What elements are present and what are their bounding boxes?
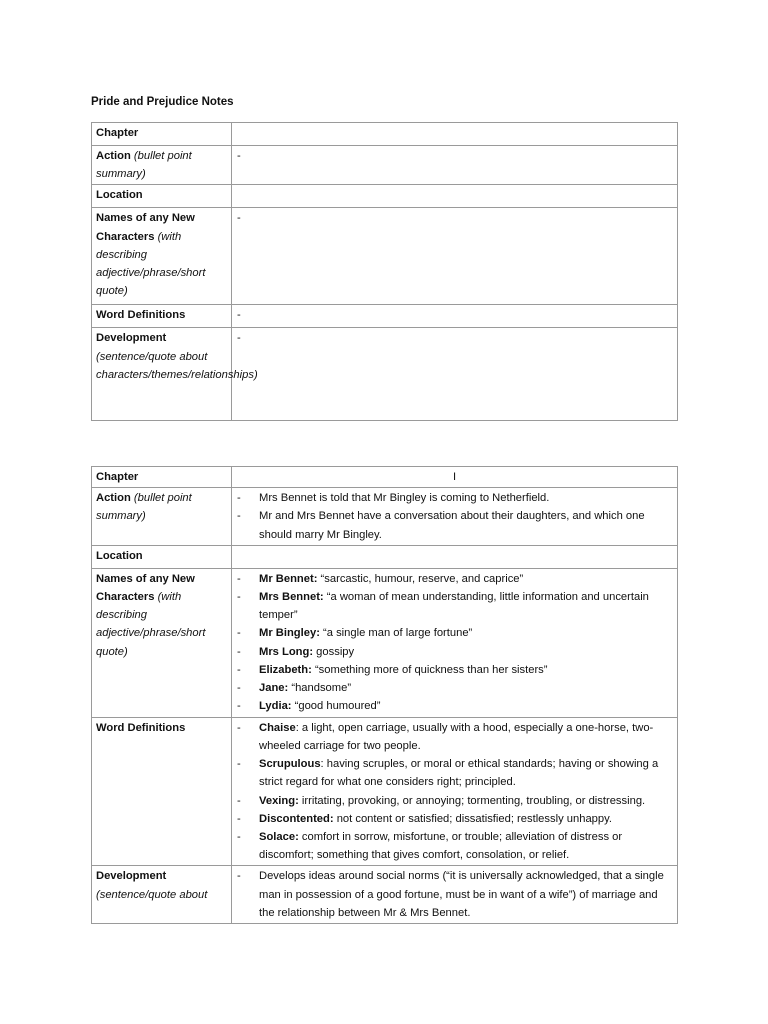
dash-placeholder: - <box>237 150 241 162</box>
character-name: Lydia: <box>259 700 292 713</box>
label-hint: (with describing adjective/phrase/short quote) <box>96 591 206 658</box>
label-hint: (sentence/quote about characters/themes/relationships) <box>96 350 258 381</box>
definition-term: Scrupulous <box>259 758 321 771</box>
list-item <box>236 719 673 755</box>
label-text: Action <box>96 492 131 505</box>
label-hint: (sentence/quote about <box>96 888 208 901</box>
list-item <box>236 828 673 864</box>
label-text: Action <box>96 150 131 162</box>
chapter-value-cell[interactable] <box>232 123 678 146</box>
table-row <box>92 146 678 185</box>
list-item <box>236 810 673 828</box>
row-label-action <box>92 488 232 546</box>
definition-text: : a light, open carriage, usually with a hood, especially a one-horse, two-wheeled carriage for two people. <box>259 721 654 753</box>
label-text: Location <box>96 189 143 202</box>
page-title: Pride and Prejudice Notes <box>91 96 234 108</box>
character-desc: “something more of quickness than her sisters” <box>311 663 548 676</box>
label-hint: (with describing adjective/phrase/short quote) <box>96 230 206 298</box>
table-row <box>92 568 678 717</box>
definition-term: Vexing: <box>259 794 299 807</box>
chapter-one-notes-table <box>91 466 678 924</box>
table-row <box>92 305 678 328</box>
table-row <box>92 328 678 421</box>
list-item <box>236 588 673 624</box>
list-item <box>236 570 673 588</box>
list-item <box>236 679 673 697</box>
character-desc: “good humoured” <box>291 700 381 713</box>
notes-template-table <box>91 122 678 421</box>
row-label-development <box>92 328 258 421</box>
list-item <box>236 755 673 791</box>
action-list <box>236 489 673 544</box>
character-name: Mr Bingley: <box>259 627 320 640</box>
list-item <box>236 624 673 642</box>
label-text: Names of any New Characters <box>96 212 195 243</box>
definition-term: Chaise <box>259 721 296 734</box>
development-value-cell[interactable] <box>232 866 678 924</box>
table-row <box>92 488 678 546</box>
label-text: Names of any New Characters <box>96 572 195 604</box>
character-name: Mrs Bennet: <box>259 591 324 604</box>
dash-placeholder: - <box>237 309 241 322</box>
dash-placeholder: - <box>237 212 241 225</box>
action-value-cell[interactable] <box>232 146 678 185</box>
character-desc: gossipy <box>313 645 355 658</box>
development-list <box>236 867 673 922</box>
character-desc: “a woman of mean understanding, little information and uncertain temper” <box>259 591 649 622</box>
characters-value-cell[interactable] <box>232 208 678 305</box>
row-label-location <box>92 185 232 208</box>
table-row <box>92 208 678 305</box>
character-name: Jane: <box>259 682 289 695</box>
location-value-cell[interactable] <box>232 185 678 208</box>
row-label-chapter <box>92 467 232 488</box>
chapter-value: I <box>452 471 457 483</box>
definitions-list <box>236 719 673 865</box>
definition-text: not content or satisfied; dissatisfied; restlessly unhappy. <box>333 812 612 825</box>
definition-text: : having scruples, or moral or ethical standards; having or showing a strict regard for what one considers right; principled. <box>259 758 659 789</box>
row-label-characters <box>92 208 232 305</box>
chapter-value-cell[interactable] <box>232 467 678 488</box>
label-text: Development <box>96 332 167 345</box>
action-value-cell[interactable] <box>232 488 678 546</box>
table-row <box>92 123 678 146</box>
row-label-definitions <box>92 305 232 328</box>
development-value-cell[interactable] <box>232 328 678 421</box>
character-desc: “sarcastic, humour, reserve, and caprice” <box>317 572 524 585</box>
label-hint: (bullet point summary) <box>96 492 192 523</box>
character-name: Elizabeth: <box>259 663 312 676</box>
dash-placeholder: - <box>237 332 241 345</box>
row-label-location <box>92 545 232 568</box>
list-item <box>236 661 673 679</box>
list-item: - Mr and Mrs Bennet have a conversation about their daughters, and which one should marry Mr Bingley. <box>236 507 673 543</box>
row-label-action <box>92 146 232 185</box>
character-name: Mr Bennet: <box>259 572 318 585</box>
table-row <box>92 866 678 924</box>
list-item <box>236 643 673 661</box>
row-label-chapter <box>92 123 232 146</box>
table-row <box>92 545 678 568</box>
list-item: - Develops ideas around social norms (“it is universally acknowledged, that a single man in possession of a good fortune, must be in want of a wife”) of marriage and the relationship between Mr & Mrs Bennet. <box>236 867 673 922</box>
definition-term: Solace: <box>259 831 299 844</box>
label-text: Word Definitions <box>96 309 186 322</box>
character-desc: “a single man of large fortune” <box>319 627 473 640</box>
definition-term: Discontented: <box>259 812 334 825</box>
row-label-development <box>92 866 232 924</box>
table-row <box>92 467 678 488</box>
list-item: - Mrs Bennet is told that Mr Bingley is coming to Netherfield. <box>236 489 673 507</box>
row-label-definitions <box>92 717 232 866</box>
location-value-cell[interactable] <box>232 545 678 568</box>
label-text: Development <box>96 870 167 883</box>
table-row <box>92 185 678 208</box>
list-item <box>236 697 673 715</box>
character-desc: “handsome” <box>288 682 352 695</box>
label-text: Location <box>96 549 143 562</box>
label-text: Chapter <box>96 127 139 139</box>
label-hint: (bullet point summary) <box>96 150 192 181</box>
label-text: Chapter <box>96 471 139 483</box>
definitions-value-cell[interactable] <box>232 305 678 328</box>
row-label-characters <box>92 568 232 717</box>
characters-value-cell[interactable] <box>232 568 678 717</box>
table-row <box>92 717 678 866</box>
character-name: Mrs Long: <box>259 645 314 658</box>
definition-text: irritating, provoking, or annoying; tormenting, troubling, or distressing. <box>298 794 646 807</box>
definitions-value-cell[interactable] <box>232 717 678 866</box>
definition-text: comfort in sorrow, misfortune, or trouble; alleviation of distress or discomfort; something that gives comfort, consolation, or relief. <box>259 831 623 862</box>
list-item <box>236 792 673 810</box>
label-text: Word Definitions <box>96 721 186 734</box>
characters-list <box>236 570 673 716</box>
